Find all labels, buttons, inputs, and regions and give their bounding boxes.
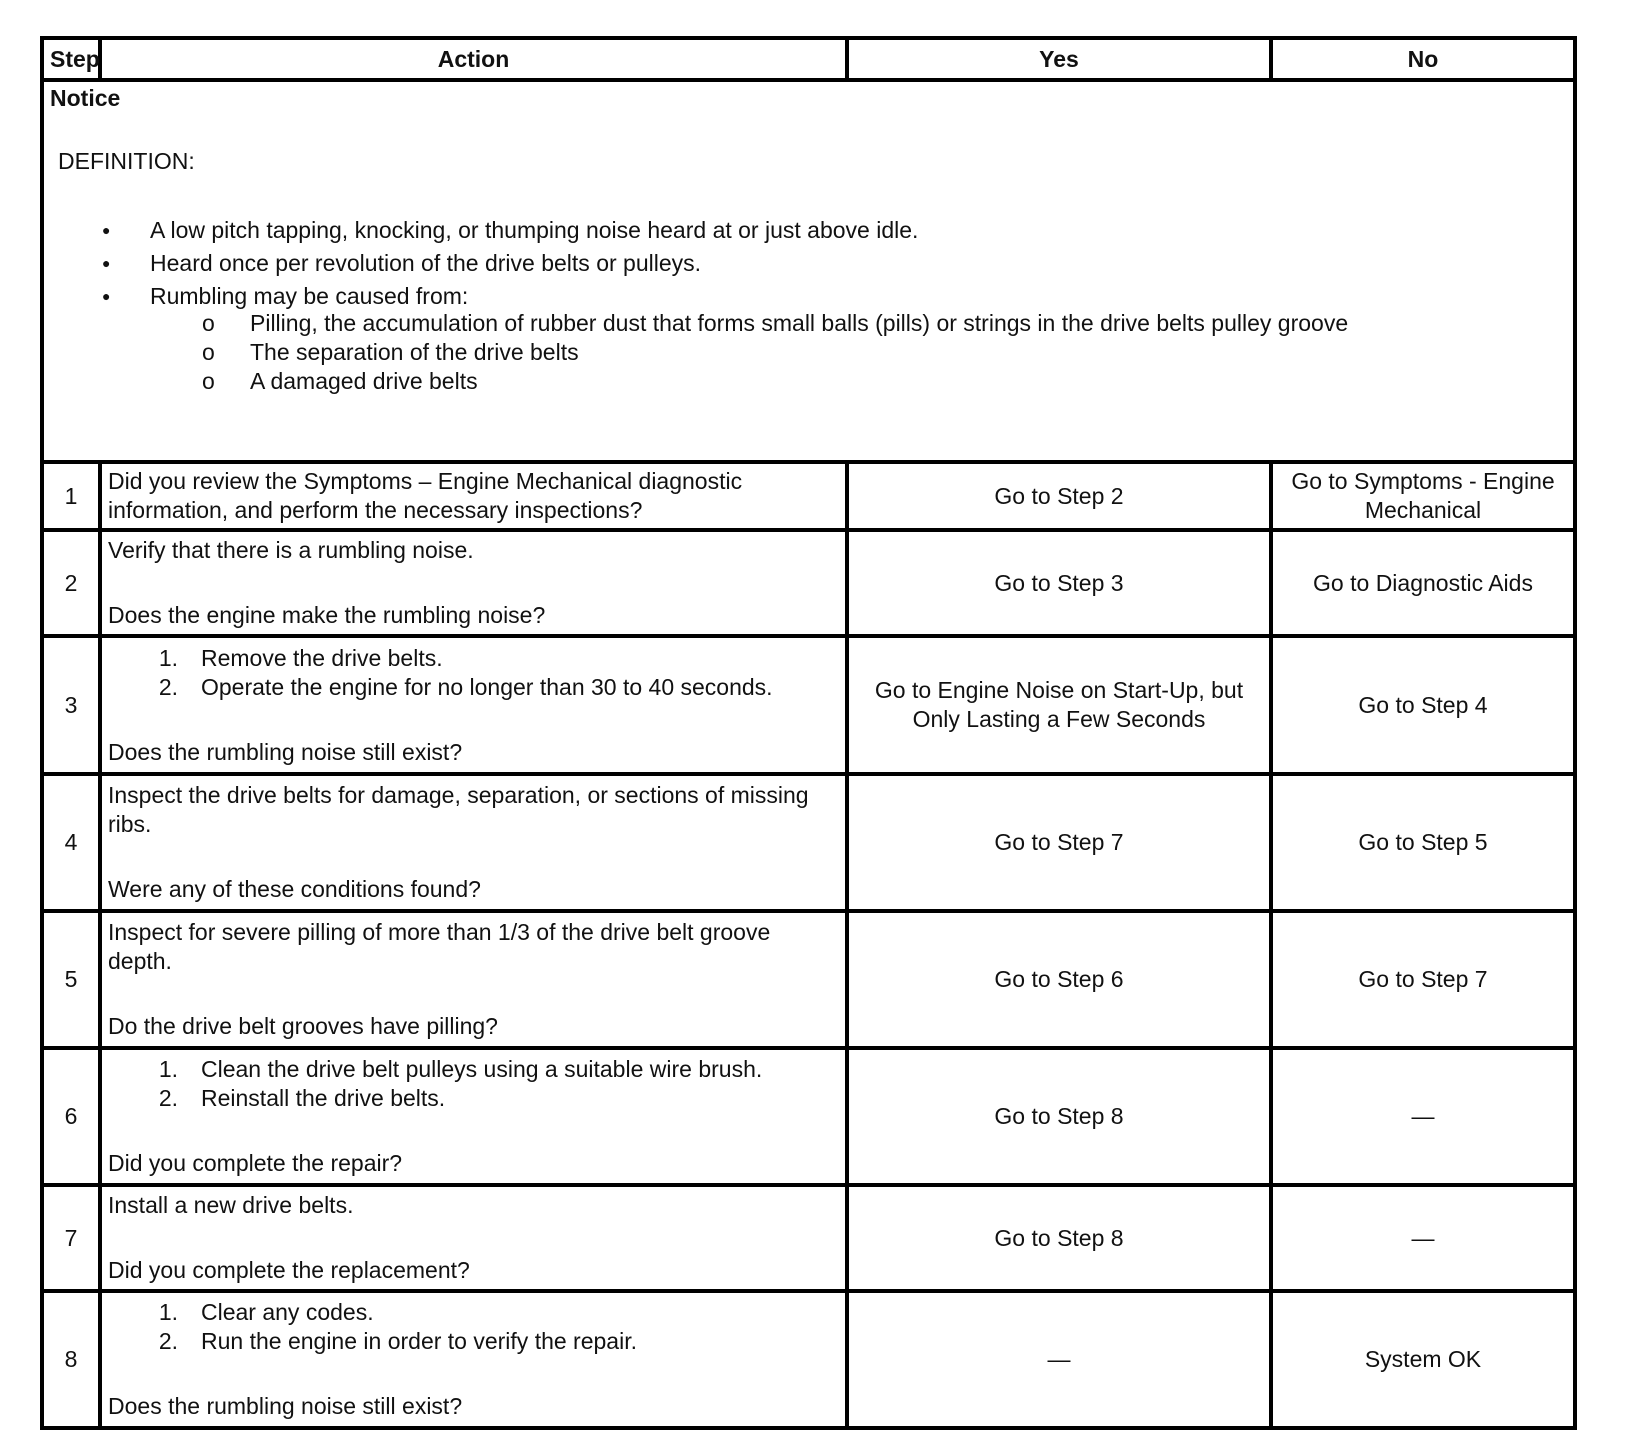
yes-cell: — <box>847 1291 1271 1428</box>
cause-sublist <box>150 309 1567 396</box>
notice-cell <box>42 80 1575 462</box>
question-text: Does the rumbling noise still exist? <box>108 738 463 765</box>
step-number: 1 <box>42 462 100 530</box>
action-step <box>108 1327 839 1356</box>
action-step-number: 2. <box>158 673 178 700</box>
header-row <box>42 38 1575 80</box>
action-step-text: Operate the engine for no longer than 30 to 40 seconds. <box>201 673 773 700</box>
yes-cell: Go to Step 6 <box>847 911 1271 1048</box>
action-step-text: Run the engine in order to verify the repair. <box>201 1328 637 1354</box>
step-row <box>42 530 1575 636</box>
definition-bullet <box>50 280 1567 396</box>
action-step <box>108 1055 839 1084</box>
yes-cell: Go to Step 8 <box>847 1048 1271 1185</box>
action-text: Did you review the Symptoms – Engine Mechanical diagnostic information, and perform the necessary inspections? <box>108 468 743 523</box>
cause-item: o Pilling, the accumulation of rubber dust that forms small balls (pills) or strings in the drive belts pulley groove <box>150 309 1567 338</box>
action-step-number: 2. <box>158 1328 178 1354</box>
header-action: Action <box>100 38 847 80</box>
notice-row <box>42 80 1575 462</box>
no-cell: Go to Step 5 <box>1271 774 1575 911</box>
action-steps <box>108 1055 839 1113</box>
action-text: Install a new drive belts. <box>108 1192 354 1218</box>
action-step-number: 2. <box>158 1085 178 1111</box>
action-text: Inspect the drive belts for damage, separation, or sections of missing ribs. <box>108 782 809 837</box>
yes-cell: Go to Step 2 <box>847 462 1271 530</box>
definition-bullet: ● A low pitch tapping, knocking, or thumping noise heard at or just above idle. <box>50 214 1567 247</box>
yes-cell: Go to Step 8 <box>847 1185 1271 1291</box>
yes-cell: Go to Step 3 <box>847 530 1271 636</box>
action-step <box>108 1084 839 1113</box>
header-no: No <box>1271 38 1575 80</box>
action-step-text: Reinstall the drive belts. <box>201 1085 446 1111</box>
diagnostic-table <box>40 36 1577 1430</box>
definition-bullet-text: Rumbling may be caused from: <box>150 283 469 309</box>
no-cell: — <box>1271 1048 1575 1185</box>
no-cell: Go to Step 4 <box>1271 636 1575 774</box>
action-step-text: Clear any codes. <box>201 1299 374 1325</box>
action-step-number: 1. <box>158 644 178 671</box>
no-cell: System OK <box>1271 1291 1575 1428</box>
no-cell: Go to Diagnostic Aids <box>1271 530 1575 636</box>
step-number: 6 <box>42 1048 100 1185</box>
step-row <box>42 1291 1575 1428</box>
action-text: Inspect for severe pilling of more than 1/3 of the drive belt groove depth. <box>108 919 771 974</box>
definition-list <box>50 214 1567 396</box>
action-steps <box>108 644 839 702</box>
definition-bullet: ● Heard once per revolution of the drive belts or pulleys. <box>50 247 1567 280</box>
question-text: Does the rumbling noise still exist? <box>108 1393 463 1419</box>
header-yes: Yes <box>847 38 1271 80</box>
action-steps <box>108 1298 839 1356</box>
step-row <box>42 774 1575 911</box>
cause-item: o A damaged drive belts <box>150 367 1567 396</box>
action-step <box>108 644 839 673</box>
definition-label: DEFINITION: <box>58 148 195 174</box>
question-text: Did you complete the repair? <box>108 1150 403 1176</box>
action-text: Verify that there is a rumbling noise. <box>108 537 474 563</box>
step-number: 7 <box>42 1185 100 1291</box>
step-number: 2 <box>42 530 100 636</box>
yes-cell: Go to Step 7 <box>847 774 1271 911</box>
action-cell <box>100 462 847 530</box>
question-text: Do the drive belt grooves have pilling? <box>108 1013 498 1039</box>
question-text: Were any of these conditions found? <box>108 876 481 902</box>
step-row <box>42 636 1575 774</box>
step-number: 4 <box>42 774 100 911</box>
no-cell: — <box>1271 1185 1575 1291</box>
action-cell <box>100 911 847 1048</box>
action-step <box>108 1298 839 1327</box>
step-row <box>42 911 1575 1048</box>
question-text: Did you complete the replacement? <box>108 1257 470 1283</box>
action-step-number: 1. <box>158 1056 178 1082</box>
action-cell <box>100 636 847 774</box>
step-number: 3 <box>42 636 100 774</box>
action-step-text: Clean the drive belt pulleys using a suitable wire brush. <box>201 1056 763 1082</box>
action-cell <box>100 530 847 636</box>
step-number: 8 <box>42 1291 100 1428</box>
step-number: 5 <box>42 911 100 1048</box>
question-text: Does the engine make the rumbling noise? <box>108 602 546 628</box>
header-step: Step <box>42 38 100 80</box>
action-cell <box>100 774 847 911</box>
no-cell: Go to Symptoms - Engine Mechanical <box>1271 462 1575 530</box>
action-step-text: Remove the drive belts. <box>201 644 443 671</box>
notice-title: Notice <box>50 85 121 111</box>
step-row <box>42 462 1575 530</box>
action-step <box>108 673 839 702</box>
no-cell: Go to Step 7 <box>1271 911 1575 1048</box>
action-cell <box>100 1185 847 1291</box>
step-row <box>42 1185 1575 1291</box>
cause-item: o The separation of the drive belts <box>150 338 1567 367</box>
step-row <box>42 1048 1575 1185</box>
yes-cell: Go to Engine Noise on Start-Up, but Only Lasting a Few Seconds <box>847 636 1271 774</box>
action-cell <box>100 1291 847 1428</box>
action-step-number: 1. <box>158 1299 178 1325</box>
action-cell <box>100 1048 847 1185</box>
